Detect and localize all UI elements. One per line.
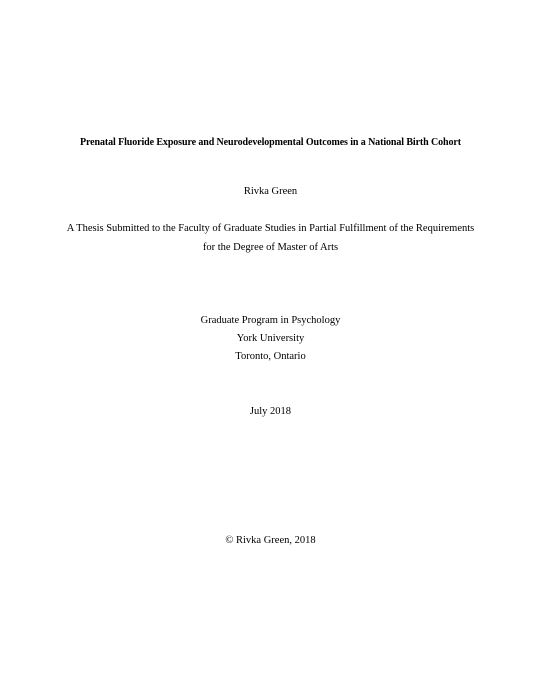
university-location: Toronto, Ontario: [235, 351, 306, 362]
submission-statement-line-1: A Thesis Submitted to the Faculty of Graduate Studies in Partial Fulfillment of the Requirements: [66, 223, 475, 234]
copyright-notice: © Rivka Green, 2018: [225, 535, 316, 546]
program-name: Graduate Program in Psychology: [200, 315, 341, 326]
submission-statement-line-2: for the Degree of Master of Arts: [202, 242, 339, 253]
thesis-title: Prenatal Fluoride Exposure and Neurodevelopmental Outcomes in a National Birth Cohort: [80, 137, 461, 148]
submission-date: July 2018: [249, 406, 292, 417]
university-name: York University: [236, 333, 305, 344]
author-name: Rivka Green: [243, 186, 298, 197]
